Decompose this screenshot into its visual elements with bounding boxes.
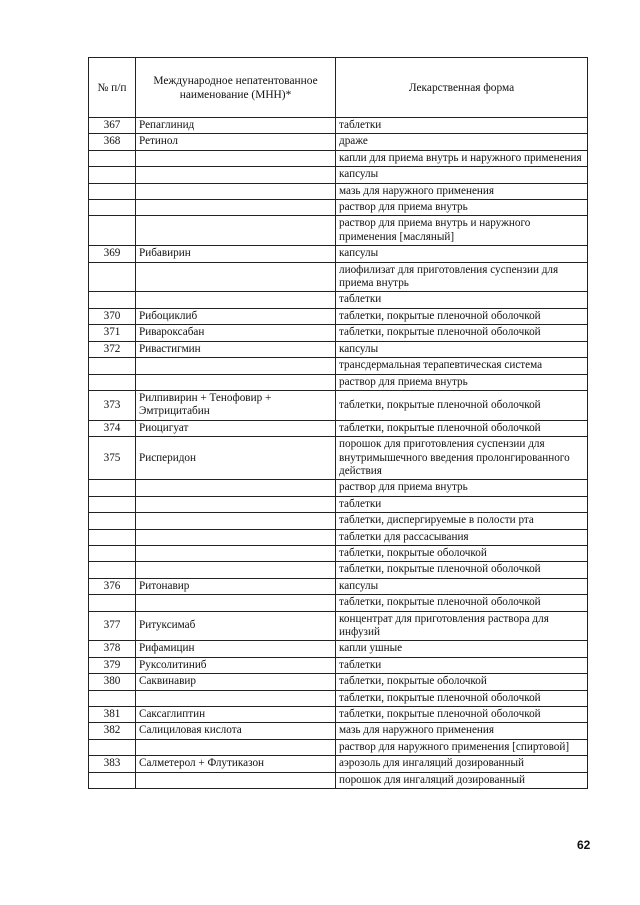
table-row (89, 246, 588, 262)
row-dosage-form: порошок для приготовления суспензии для внутримышечного введения пролонгированного действия (336, 437, 588, 480)
row-dosage-form: таблетки (336, 496, 588, 512)
row-dosage-form: таблетки, покрытые пленочной оболочкой (336, 308, 588, 324)
row-dosage-form: таблетки, покрытые пленочной оболочкой (336, 690, 588, 706)
table-header-row (89, 58, 588, 118)
row-number: 383 (89, 756, 136, 772)
row-inn-name (136, 150, 336, 166)
row-dosage-form: капли ушные (336, 641, 588, 657)
row-dosage-form: таблетки, покрытые пленочной оболочкой (336, 562, 588, 578)
table-row (89, 437, 588, 480)
row-inn-name: Рифамицин (136, 641, 336, 657)
row-inn-name (136, 562, 336, 578)
header-num: № п/п (89, 58, 136, 118)
drug-table (88, 57, 588, 789)
row-number: 374 (89, 420, 136, 436)
row-inn-name (136, 292, 336, 308)
row-dosage-form: капсулы (336, 578, 588, 594)
table-row (89, 308, 588, 324)
row-number (89, 529, 136, 545)
row-inn-name (136, 200, 336, 216)
table-row (89, 200, 588, 216)
row-number (89, 150, 136, 166)
row-number: 382 (89, 723, 136, 739)
row-dosage-form: таблетки, покрытые оболочкой (336, 545, 588, 561)
row-number: 372 (89, 341, 136, 357)
row-inn-name: Ривароксабан (136, 325, 336, 341)
page-number: 62 (577, 838, 591, 852)
row-inn-name: Ретинол (136, 134, 336, 150)
row-dosage-form: мазь для наружного применения (336, 183, 588, 199)
row-number: 367 (89, 118, 136, 134)
table-row (89, 545, 588, 561)
row-dosage-form: капсулы (336, 246, 588, 262)
table-row (89, 707, 588, 723)
row-dosage-form: таблетки (336, 657, 588, 673)
row-number: 379 (89, 657, 136, 673)
table-row (89, 496, 588, 512)
row-number (89, 292, 136, 308)
header-form: Лекарственная форма (336, 58, 588, 118)
table-row (89, 167, 588, 183)
row-number (89, 183, 136, 199)
table-row (89, 772, 588, 788)
row-dosage-form: таблетки, покрытые оболочкой (336, 674, 588, 690)
row-inn-name (136, 262, 336, 292)
row-inn-name: Рибоциклиб (136, 308, 336, 324)
row-dosage-form: капсулы (336, 167, 588, 183)
row-inn-name (136, 374, 336, 390)
table-row (89, 480, 588, 496)
row-number (89, 358, 136, 374)
table-row (89, 118, 588, 134)
row-inn-name (136, 216, 336, 246)
row-inn-name: Ритуксимаб (136, 611, 336, 641)
table-row (89, 674, 588, 690)
row-inn-name: Салметерол + Флутиказон (136, 756, 336, 772)
row-dosage-form: капли для приема внутрь и наружного применения (336, 150, 588, 166)
row-dosage-form: порошок для ингаляций дозированный (336, 772, 588, 788)
row-number: 376 (89, 578, 136, 594)
row-dosage-form: раствор для наружного применения [спиртовой] (336, 739, 588, 755)
row-number: 377 (89, 611, 136, 641)
row-number (89, 216, 136, 246)
table-row (89, 183, 588, 199)
table-row (89, 341, 588, 357)
table-row (89, 595, 588, 611)
table-row (89, 358, 588, 374)
header-inn: Международное непатентованное наименование (МНН)* (136, 58, 336, 118)
row-inn-name (136, 480, 336, 496)
row-dosage-form: таблетки, покрытые пленочной оболочкой (336, 707, 588, 723)
row-dosage-form: таблетки, покрытые пленочной оболочкой (336, 390, 588, 420)
row-number: 368 (89, 134, 136, 150)
row-number (89, 262, 136, 292)
row-inn-name: Салициловая кислота (136, 723, 336, 739)
row-inn-name: Рисперидон (136, 437, 336, 480)
table-row (89, 578, 588, 594)
row-number: 369 (89, 246, 136, 262)
row-dosage-form: мазь для наружного применения (336, 723, 588, 739)
table-row (89, 562, 588, 578)
table-row (89, 420, 588, 436)
row-inn-name: Риоцигуат (136, 420, 336, 436)
table-row (89, 739, 588, 755)
row-inn-name (136, 167, 336, 183)
table-row (89, 513, 588, 529)
table-body (89, 118, 588, 789)
row-number: 371 (89, 325, 136, 341)
table-row (89, 292, 588, 308)
table-row (89, 325, 588, 341)
table-row (89, 529, 588, 545)
row-number: 378 (89, 641, 136, 657)
row-dosage-form: таблетки (336, 292, 588, 308)
row-inn-name: Руксолитиниб (136, 657, 336, 673)
table-row (89, 374, 588, 390)
row-dosage-form: таблетки, покрытые пленочной оболочкой (336, 325, 588, 341)
row-number: 373 (89, 390, 136, 420)
row-inn-name: Саквинавир (136, 674, 336, 690)
row-dosage-form: таблетки для рассасывания (336, 529, 588, 545)
row-number (89, 562, 136, 578)
row-inn-name (136, 545, 336, 561)
row-number (89, 167, 136, 183)
row-inn-name (136, 496, 336, 512)
row-inn-name (136, 183, 336, 199)
row-number (89, 513, 136, 529)
row-inn-name: Ритонавир (136, 578, 336, 594)
row-number: 370 (89, 308, 136, 324)
row-inn-name: Рилпивирин + Тенофовир + Эмтрицитабин (136, 390, 336, 420)
row-number (89, 374, 136, 390)
table-row (89, 690, 588, 706)
table-row (89, 611, 588, 641)
table-row (89, 262, 588, 292)
table-row (89, 134, 588, 150)
row-inn-name (136, 358, 336, 374)
table-row (89, 756, 588, 772)
row-dosage-form: лиофилизат для приготовления суспензии для приема внутрь (336, 262, 588, 292)
row-dosage-form: таблетки, покрытые пленочной оболочкой (336, 420, 588, 436)
table-row (89, 657, 588, 673)
row-inn-name: Ривастигмин (136, 341, 336, 357)
row-dosage-form: раствор для приема внутрь и наружного применения [масляный] (336, 216, 588, 246)
row-inn-name (136, 513, 336, 529)
row-dosage-form: таблетки, диспергируемые в полости рта (336, 513, 588, 529)
row-inn-name (136, 739, 336, 755)
row-number (89, 772, 136, 788)
row-dosage-form: драже (336, 134, 588, 150)
table-row (89, 641, 588, 657)
table-row (89, 216, 588, 246)
table-row (89, 723, 588, 739)
row-inn-name (136, 690, 336, 706)
row-number (89, 496, 136, 512)
row-inn-name (136, 772, 336, 788)
row-number (89, 739, 136, 755)
row-dosage-form: концентрат для приготовления раствора для инфузий (336, 611, 588, 641)
row-number: 375 (89, 437, 136, 480)
row-number (89, 200, 136, 216)
row-inn-name (136, 529, 336, 545)
row-inn-name (136, 595, 336, 611)
row-number (89, 595, 136, 611)
row-dosage-form: трансдермальная терапевтическая система (336, 358, 588, 374)
row-number (89, 545, 136, 561)
row-dosage-form: таблетки, покрытые пленочной оболочкой (336, 595, 588, 611)
table-row (89, 390, 588, 420)
row-dosage-form: раствор для приема внутрь (336, 200, 588, 216)
table-row (89, 150, 588, 166)
row-dosage-form: раствор для приема внутрь (336, 374, 588, 390)
row-number: 381 (89, 707, 136, 723)
row-dosage-form: таблетки (336, 118, 588, 134)
row-inn-name: Саксаглиптин (136, 707, 336, 723)
row-dosage-form: раствор для приема внутрь (336, 480, 588, 496)
row-number: 380 (89, 674, 136, 690)
row-inn-name: Рибавирин (136, 246, 336, 262)
row-inn-name: Репаглинид (136, 118, 336, 134)
row-number (89, 480, 136, 496)
row-dosage-form: капсулы (336, 341, 588, 357)
row-number (89, 690, 136, 706)
row-dosage-form: аэрозоль для ингаляций дозированный (336, 756, 588, 772)
